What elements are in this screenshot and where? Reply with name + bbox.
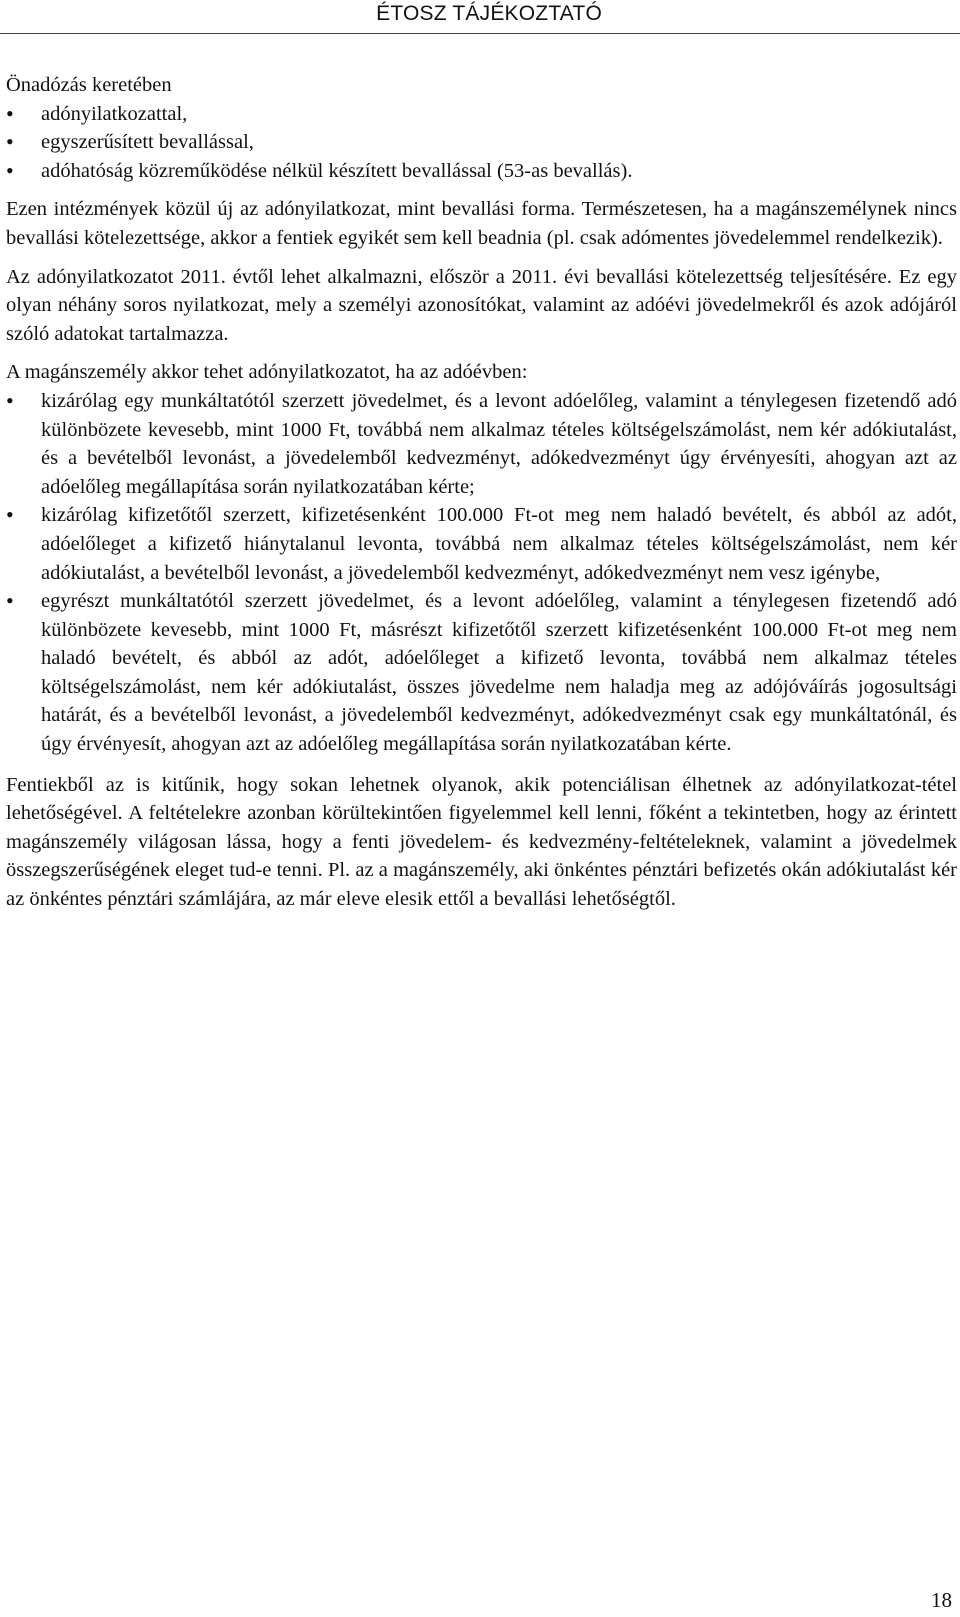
paragraph: A magánszemély akkor tehet adónyilatkozatot, ha az adóévben: (6, 361, 528, 384)
list-item (6, 587, 957, 759)
document-body (6, 71, 957, 914)
bullet-icon: • (6, 588, 14, 614)
conditions-list (6, 387, 957, 759)
intro-line: Önadózás keretében (6, 74, 172, 96)
paragraph: Az adónyilatkozatot 2011. évtől lehet alkalmazni, először a 2011. évi bevallási kötelezettség teljesítésére. Ez egy olyan néhány soros nyilatkozat, mely a személyi azonosítókat, valamint az adóévi jövedelmekről és azok adójáról szóló adatokat tartalmazza. (6, 265, 957, 345)
list-item-text: adónyilatkozattal, (41, 102, 188, 125)
bullet-icon: • (6, 502, 14, 528)
paragraph: Ezen intézmények közül új az adónyilatkozat, mint bevallási forma. Természetesen, ha a magánszemélynek nincs bevallási kötelezettsége, akkor a fentiek egyikét sem kell beadnia (pl. csak adómentes jövedelemmel rendelkezik). (6, 198, 957, 249)
list-item (6, 128, 957, 157)
filing-methods-list (6, 100, 957, 186)
paragraph: Fentiekből az is kitűnik, hogy sokan lehetnek olyanok, akik potenciálisan élhetnek az adónyilatkozat-tétel lehetőségével. A feltételekre azonban körültekintően figyelemmel kell lenni, főként a tekintetben, hogy az érintett magánszemély világosan lássa, hogy a fenti jövedelem- és kedvezmény-feltételeknek, valamint a jövedelmek összegszerűségének eleget tud-e tenni. Pl. az a magánszemély, aki önkéntes pénztári befizetés okán adókiutalást kér az önkéntes pénztári számlájára, az már eleve elesik ettől a bevallási lehetőségtől. (6, 773, 957, 911)
list-item-text: egyrészt munkáltatótól szerzett jövedelmet, és a levont adóelőleg, valamint a ténylegesen fizetendő adó különbözete kevesebb, mint 1000 Ft, másrészt kifizetőtől szerzett kifizetésenként 100.000 Ft-ot meg nem haladó bevételt, és abból az adót, adóelőleget a kifizető levonta, továbbá nem alkalmaz tételes költségelszámolást, nem kér adókiutalást, összes jövedelme nem haladja meg az adójóváírás jogosultsági határát, és a bevételből levonást, a jövedelemből kedvezményt, adókedvezményt csak egy munkáltatónál, és úgy érvényesít, ahogyan azt az adóelőleg megállapítása során nyilatkozatában kérte. (41, 590, 957, 756)
list-item (6, 501, 957, 587)
list-item (6, 387, 957, 501)
list-item (6, 100, 957, 129)
list-item (6, 157, 957, 186)
running-header: ÉTOSZ TÁJÉKOZTATÓ (376, 2, 602, 25)
header-rule (0, 33, 960, 34)
list-item-text: egyszerűsített bevallással, (41, 131, 254, 154)
bullet-icon: • (6, 129, 14, 155)
bullet-icon: • (6, 387, 14, 413)
list-item-text: kizárólag egy munkáltatótól szerzett jövedelmet, és a levont adóelőleg, valamint a ténylegesen fizetendő adó különbözete kevesebb, mint 1000 Ft, továbbá nem alkalmaz tételes költségelszámolást, nem kér adókiutalást, és a bevételből levonást, a jövedelemből kedvezményt, adókedvezményt úgy érvényesíti, ahogyan azt az adóelőleg megállapítása során nyilatkozatában kérte; (41, 389, 957, 498)
list-item-text: adóhatóság közreműködése nélkül készített bevallással (53-as bevallás). (41, 159, 633, 182)
page-number: 18 (931, 1588, 952, 1612)
bullet-icon: • (6, 100, 14, 126)
bullet-icon: • (6, 157, 14, 183)
list-item-text: kizárólag kifizetőtől szerzett, kifizetésenként 100.000 Ft-ot meg nem haladó bevételt, és abból az adót, adóelőleget a kifizető hiánytalanul levonta, továbbá nem alkalmaz tételes költségelszámolást, nem kér adókiutalást, a bevételből levonást, a jövedelemből kedvezményt, adókedvezményt nem vesz igénybe, (41, 504, 957, 584)
